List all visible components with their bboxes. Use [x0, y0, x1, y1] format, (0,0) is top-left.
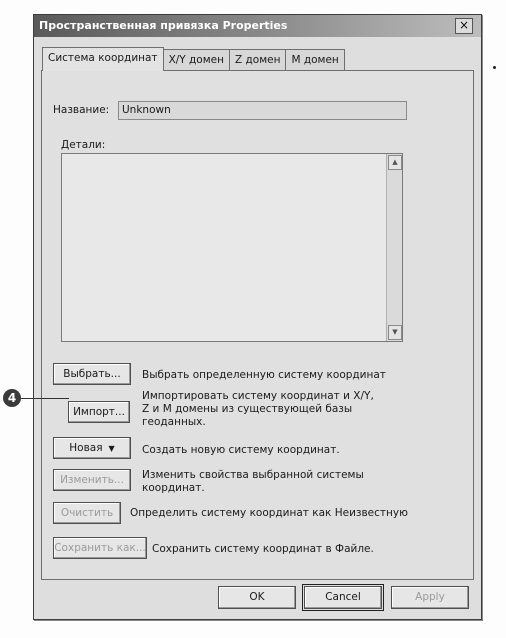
name-label: Название: — [53, 104, 110, 116]
import-button[interactable]: Импорт... — [68, 401, 130, 423]
modify-description-line-1: Изменить свойства выбранной системы — [142, 469, 364, 481]
cancel-button[interactable]: Cancel — [304, 586, 382, 609]
tab-strip — [42, 47, 344, 69]
tab-m-domain[interactable]: M домен — [285, 49, 344, 70]
modify-button[interactable]: Изменить... — [53, 469, 131, 491]
new-button-label: Новая — [69, 442, 103, 454]
select-description: Выбрать определенную систему координат — [142, 369, 386, 381]
save-as-button[interactable]: Сохранить как... — [53, 537, 147, 559]
title-bar[interactable] — [34, 15, 481, 37]
modify-description-line-2: координат. — [142, 482, 205, 494]
callout-leader-line — [21, 398, 69, 399]
clear-button[interactable]: Очистить — [53, 502, 121, 524]
scroll-down-arrow-icon[interactable]: ▼ — [388, 325, 402, 340]
ok-button[interactable]: OK — [218, 586, 296, 609]
new-dropdown-button[interactable] — [53, 437, 131, 459]
tab-coordinate-system[interactable]: Система координат — [42, 47, 164, 71]
clear-description: Определить систему координат как Неизвестную — [130, 507, 408, 519]
details-label: Детали: — [61, 139, 106, 151]
window-title: Пространственная привязка Properties — [39, 19, 288, 32]
properties-dialog — [33, 14, 482, 620]
import-description-line-1: Импортировать систему координат и X/Y, — [142, 390, 374, 402]
import-description-line-3: геоданных. — [142, 416, 206, 428]
name-field[interactable]: Unknown — [118, 101, 407, 120]
chevron-down-icon: ▼ — [108, 444, 115, 453]
details-textarea[interactable] — [61, 153, 403, 342]
apply-button[interactable]: Apply — [391, 586, 469, 609]
coordinate-system-panel — [41, 70, 474, 580]
import-description-line-2: Z и M домены из существующей базы — [142, 403, 353, 415]
margin-dot — [493, 66, 496, 69]
callout-marker: 4 — [3, 389, 21, 407]
tab-xy-domain[interactable]: X/Y домен — [163, 49, 230, 70]
save-as-description: Сохранить систему координат в Файле. — [152, 543, 374, 555]
new-description: Создать новую систему координат. — [142, 444, 340, 456]
scroll-up-arrow-icon[interactable]: ▲ — [388, 155, 402, 170]
tab-z-domain[interactable]: Z домен — [229, 49, 286, 70]
details-scrollbar[interactable] — [386, 154, 402, 341]
select-button[interactable]: Выбрать... — [53, 363, 131, 385]
close-icon[interactable]: × — [455, 18, 473, 34]
